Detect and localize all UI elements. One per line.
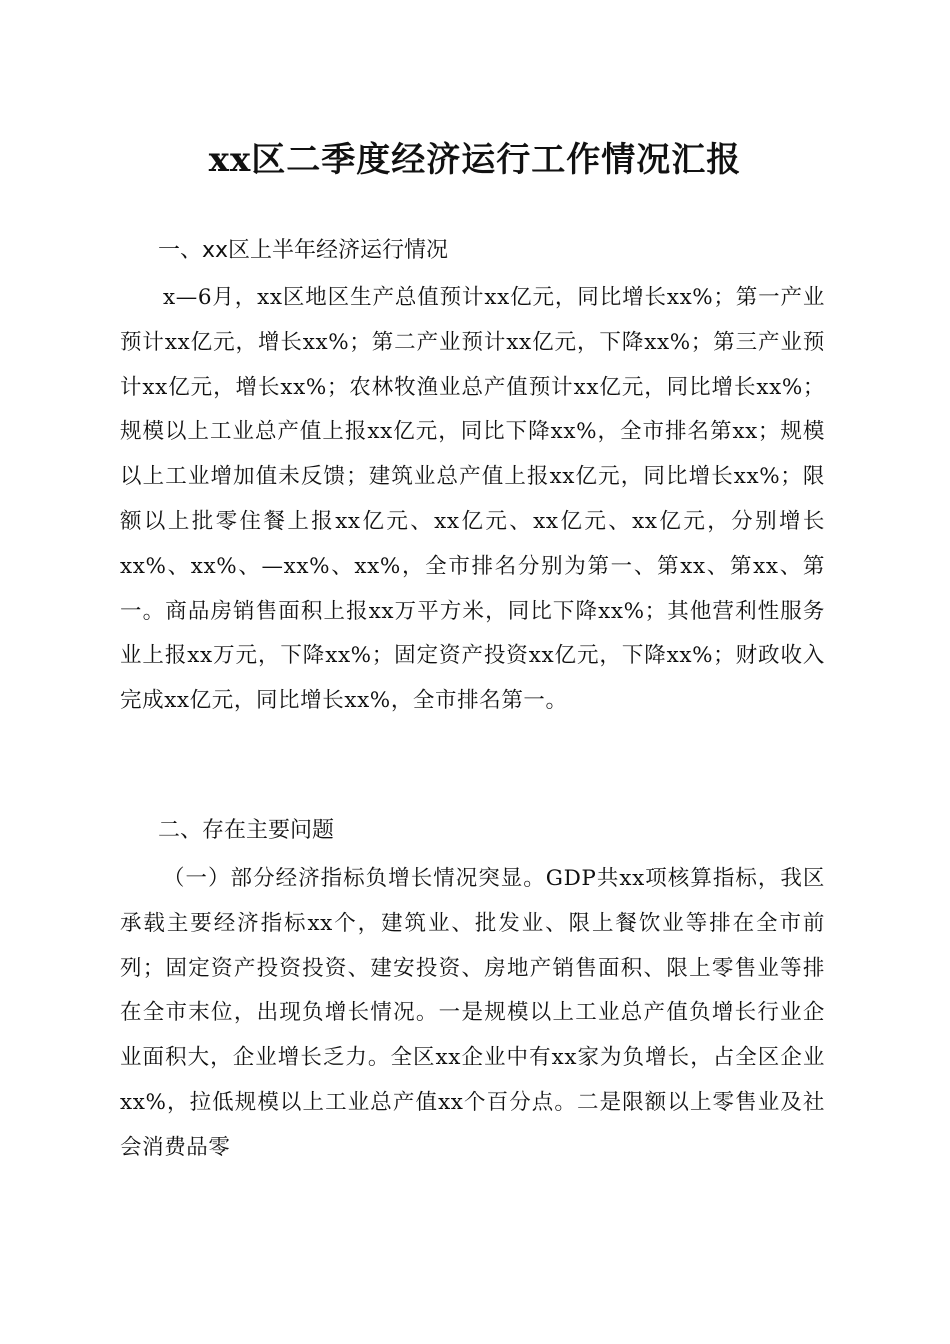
section-paragraph-2 (120, 857, 825, 1171)
section-heading-2: 二、存在主要问题 (158, 818, 335, 843)
paragraph-body-text: GDP共xx项核算指标，我区承载主要经济指标xx个，建筑业、批发业、限上餐饮业等排在全市前列；固定资产投资投资、建安投资、房地产销售面积、限上零售业等排在全市末位，出现负增长情况。一是规模以上工业总产值负增长行业企业面积大，企业增长乏力。全区xx企业中有xx家为负增长，占全区企业xx%，拉低规模以上工业总产值xx个百分点。二是限额以上零售业及社会消费品零 (120, 866, 825, 1160)
document-title: xx区二季度经济运行工作情况汇报 (208, 140, 742, 180)
section-heading-1: 一、xx区上半年经济运行情况 (158, 238, 449, 263)
section-paragraph-1: x—6月，xx区地区生产总值预计xx亿元，同比增长xx%；第一产业预计xx亿元，增长xx%；第二产业预计xx亿元，下降xx%；第三产业预计xx亿元，增长xx%；农林牧渔业总产值预计xx亿元，同比增长xx%；规模以上工业总产值上报xx亿元，同比下降xx%，全市排名第xx；规模以上工业增加值未反馈；建筑业总产值上报xx亿元，同比增长xx%；限额以上批零住餐上报xx亿元、xx亿元、xx亿元、xx亿元，分别增长xx%、xx%、—xx%、xx%，全市排名分别为第一、第xx、第xx、第一。商品房销售面积上报xx万平方米，同比下降xx%；其他营利性服务业上报xx万元，下降xx%；固定资产投资xx亿元，下降xx%；财政收入完成xx亿元，同比增长xx%，全市排名第一。 (120, 285, 825, 714)
paragraph-lead-text: （一）部分经济指标负增长情况突显。 (163, 866, 546, 891)
